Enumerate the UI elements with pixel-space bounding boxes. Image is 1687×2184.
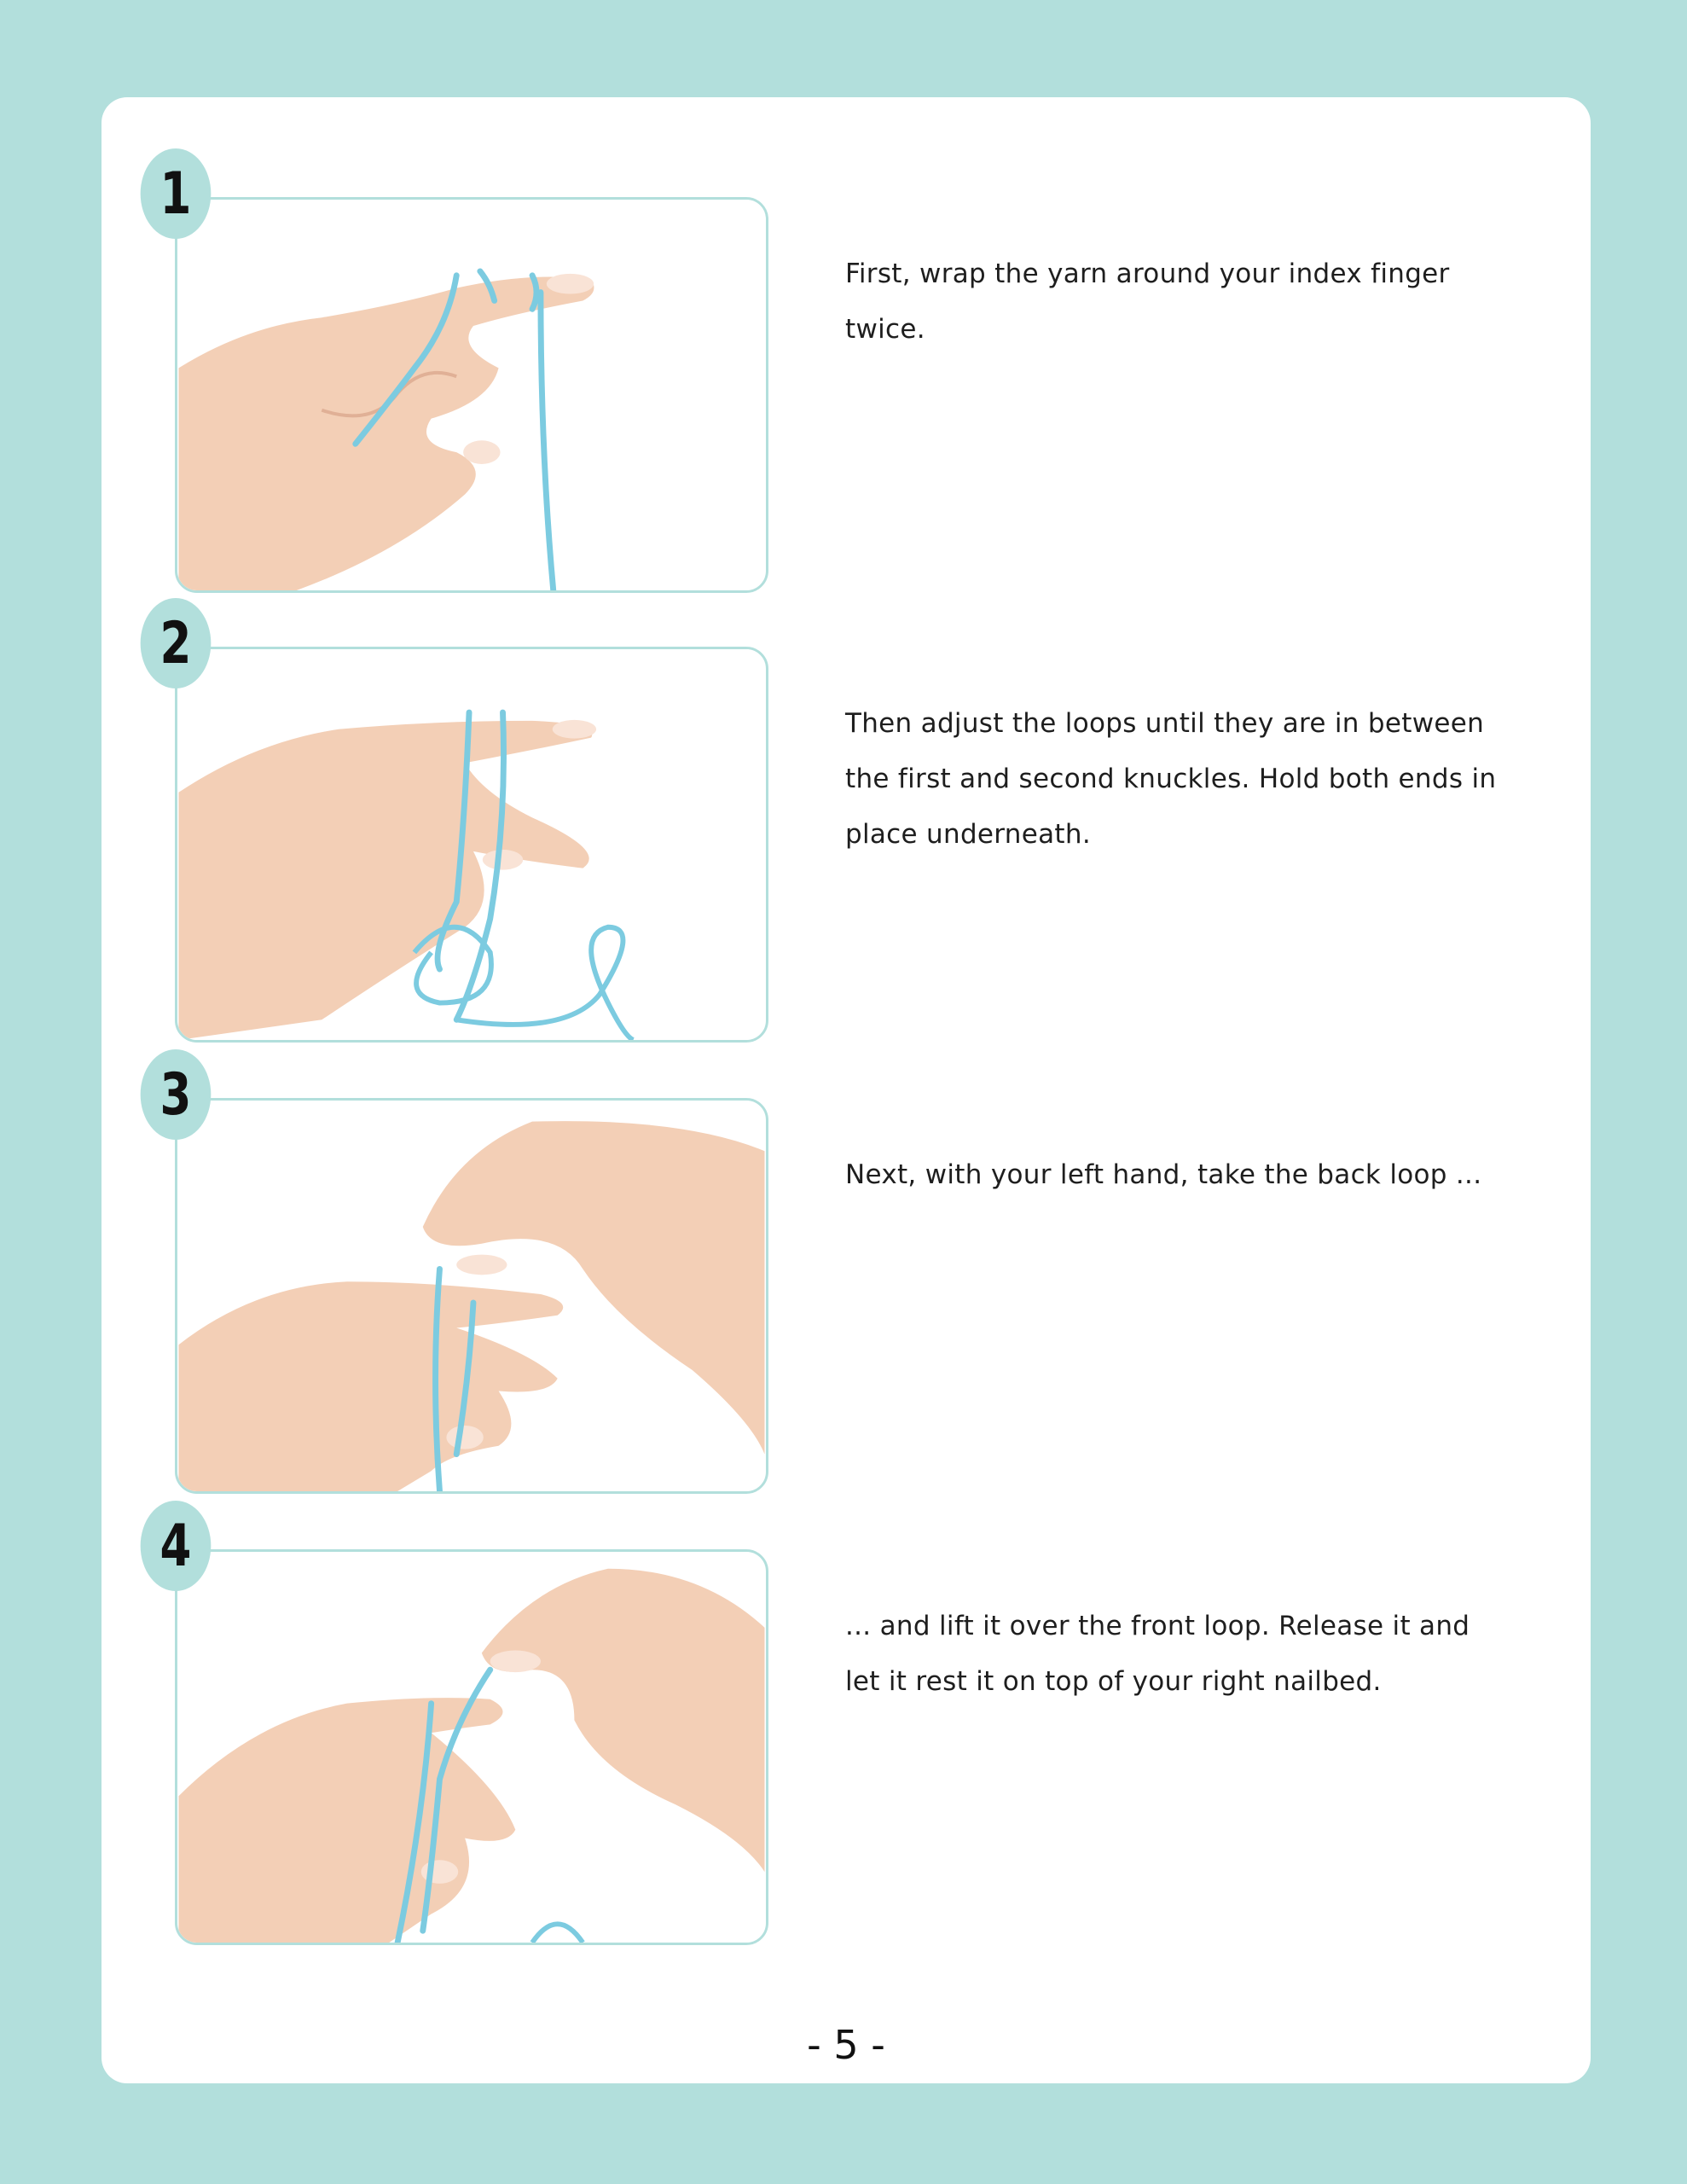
- page-number: - 5 -: [807, 2022, 885, 2068]
- hand-adjust-loops-illustration: [177, 649, 766, 1040]
- step-3-text: Next, with your left hand, take the back loop ...: [845, 1159, 1482, 1190]
- step-number-badge: 2: [141, 598, 212, 688]
- step-2-text: Then adjust the loops until they are in between the first and second knuckles. Hold both ends in place underneath.: [845, 708, 1497, 850]
- step-1: [101, 160, 1591, 598]
- step-3-photo: [175, 1098, 768, 1494]
- hand-wrap-yarn-illustration: [177, 200, 766, 590]
- step-number-badge: 3: [141, 1049, 212, 1140]
- step-2-photo: [175, 647, 768, 1043]
- step-4: [101, 1512, 1591, 1950]
- step-4-photo: [175, 1549, 768, 1945]
- instruction-page: [101, 97, 1591, 2083]
- step-1-photo: [175, 197, 768, 593]
- step-3: [101, 1060, 1591, 1499]
- step-4-text: ... and lift it over the front loop. Release it and let it rest it on top of your right nailbed.: [845, 1611, 1470, 1697]
- hands-take-back-loop-illustration: [177, 1101, 766, 1491]
- hands-lift-loop-illustration: [177, 1552, 766, 1943]
- step-number-badge: 4: [141, 1501, 212, 1591]
- step-1-text: First, wrap the yarn around your index finger twice.: [845, 258, 1450, 345]
- step-number-badge: 1: [141, 148, 212, 239]
- step-2: [101, 609, 1591, 1048]
